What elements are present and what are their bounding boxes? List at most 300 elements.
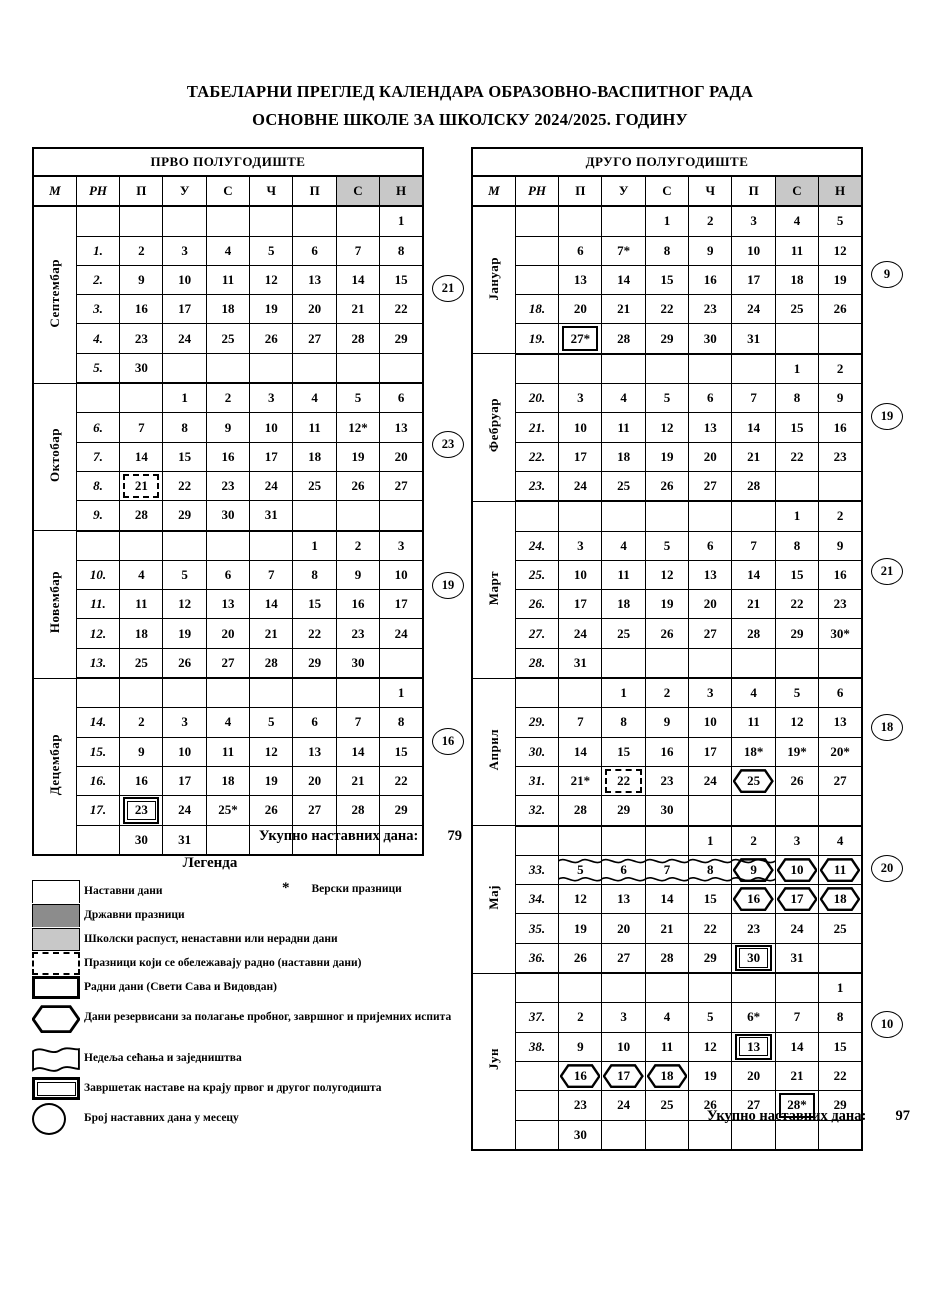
- day-cell: [336, 206, 379, 236]
- day-cell: [206, 648, 249, 678]
- week-number-cell: [515, 678, 558, 708]
- day-number: 17: [264, 448, 278, 464]
- day-cell: [602, 384, 645, 413]
- day-cell: [120, 413, 163, 442]
- day-number: 6: [836, 685, 844, 701]
- week-number-cell: 23.: [515, 471, 558, 501]
- day-number: 8: [793, 390, 801, 406]
- day-number: 21: [264, 625, 278, 641]
- day-cell: [732, 737, 775, 766]
- day-cell: [559, 295, 602, 324]
- day-cell: [206, 353, 249, 383]
- day-cell: [645, 413, 688, 442]
- day-cell: [250, 560, 293, 589]
- col-header-day-5: С: [336, 176, 379, 206]
- day-number: 21: [351, 301, 365, 317]
- calendar-week-row: [33, 265, 423, 294]
- week-number-cell: 8.: [76, 471, 119, 500]
- day-number: 23: [833, 448, 847, 464]
- day-cell: [293, 471, 336, 500]
- day-cell: [602, 943, 645, 973]
- day-cell: [775, 1032, 818, 1061]
- day-number: 30: [747, 949, 761, 965]
- day-number: 19*: [787, 743, 807, 759]
- day-cell: [775, 265, 818, 294]
- month-teaching-days-count: 9: [871, 261, 903, 288]
- day-cell: [689, 471, 732, 501]
- day-number: 19: [833, 272, 847, 288]
- day-cell: [336, 678, 379, 708]
- day-number: 19: [178, 625, 192, 641]
- day-number: 22: [833, 1068, 847, 1084]
- day-number: 21: [660, 920, 674, 936]
- day-number: 12*: [348, 419, 368, 435]
- day-cell: [602, 206, 645, 236]
- week-number-cell: 7.: [76, 442, 119, 471]
- day-cell: [380, 796, 423, 825]
- day-cell: [336, 383, 379, 413]
- day-cell: [336, 708, 379, 737]
- day-number: 26: [351, 478, 365, 494]
- semester-panel-second: [471, 147, 894, 1151]
- day-number: 7: [577, 714, 584, 730]
- day-number: 28: [351, 802, 365, 818]
- day-cell: [250, 442, 293, 471]
- day-cell: [163, 648, 206, 678]
- day-cell: [559, 531, 602, 560]
- day-cell: [819, 384, 862, 413]
- day-cell: [645, 737, 688, 766]
- day-number: 9: [138, 743, 145, 759]
- day-number: 11: [221, 743, 235, 759]
- day-number: 17: [394, 596, 408, 612]
- col-header-day-4: П: [293, 176, 336, 206]
- day-cell: [732, 384, 775, 413]
- day-number: 13: [617, 891, 631, 907]
- day-number: 4: [138, 567, 145, 582]
- day-cell: [732, 678, 775, 708]
- day-number: 12: [178, 596, 192, 612]
- day-cell: [336, 236, 379, 265]
- day-number: 19: [351, 448, 365, 464]
- day-cell: [689, 590, 732, 619]
- day-cell: [293, 413, 336, 442]
- day-cell: [559, 766, 602, 795]
- day-number: 5: [577, 861, 584, 877]
- day-number: 18*: [743, 743, 764, 759]
- day-cell: [775, 384, 818, 413]
- legend-item: [32, 1107, 462, 1130]
- legend-swatch-solid: [32, 976, 84, 999]
- day-number: 10: [178, 743, 192, 759]
- day-cell: [819, 560, 862, 589]
- day-number: 28: [660, 949, 674, 965]
- day-number: 5: [354, 390, 362, 406]
- day-number: 31: [264, 507, 278, 523]
- day-cell: [380, 413, 423, 442]
- day-cell: [206, 560, 249, 589]
- day-cell: [819, 914, 862, 943]
- day-number: 2: [577, 1009, 584, 1025]
- calendar-week-row: [33, 531, 423, 561]
- day-cell: [689, 1032, 732, 1061]
- day-cell: [602, 295, 645, 324]
- month-name-април: Април: [472, 678, 515, 825]
- day-number: 18: [660, 1068, 674, 1084]
- day-number: 17: [617, 1068, 631, 1084]
- day-number: 19: [660, 596, 674, 612]
- day-number: 31: [178, 831, 192, 847]
- day-cell: [819, 737, 862, 766]
- week-number-cell: [76, 678, 119, 708]
- day-number: 4: [224, 714, 232, 730]
- day-cell: [732, 471, 775, 501]
- day-cell: [775, 354, 818, 384]
- calendar-week-row: [472, 206, 862, 236]
- calendar-week-row: [33, 442, 423, 471]
- day-cell: [819, 766, 862, 795]
- day-cell: [380, 560, 423, 589]
- day-cell: [602, 796, 645, 826]
- month-name-октобар: Октобар: [33, 383, 76, 530]
- day-cell: [645, 826, 688, 856]
- calendar-week-row: [472, 678, 862, 708]
- day-cell: [775, 648, 818, 678]
- day-cell: [602, 737, 645, 766]
- day-cell: [732, 855, 775, 884]
- day-cell: [732, 885, 775, 914]
- page-title: [0, 0, 940, 134]
- calendar-week-row: [472, 590, 862, 619]
- day-cell: [602, 885, 645, 914]
- week-number-cell: 5.: [76, 353, 119, 383]
- week-number-cell: [515, 826, 558, 856]
- day-number: 13: [573, 272, 587, 288]
- day-number: 14: [264, 596, 278, 612]
- calendar-week-row: [33, 648, 423, 678]
- day-cell: [689, 236, 732, 265]
- day-cell: [819, 471, 862, 501]
- day-number: 15: [660, 272, 674, 288]
- day-cell: [206, 766, 249, 795]
- day-number: 7: [354, 242, 362, 258]
- day-number: 21: [351, 773, 365, 789]
- day-cell: [559, 678, 602, 708]
- day-number: 13: [308, 743, 322, 759]
- day-number: 14: [351, 272, 365, 288]
- calendar-week-row: [472, 442, 862, 471]
- day-cell: [559, 1032, 602, 1061]
- day-cell: [602, 413, 645, 442]
- day-number: 3: [793, 832, 801, 848]
- day-number: 8: [620, 714, 627, 730]
- day-cell: [775, 619, 818, 648]
- day-cell: [380, 383, 423, 413]
- day-cell: [206, 619, 249, 648]
- day-number: 13: [394, 419, 408, 435]
- week-number-cell: 4.: [76, 324, 119, 353]
- day-cell: [380, 501, 423, 531]
- day-cell: [250, 678, 293, 708]
- calendar-week-row: [472, 501, 862, 531]
- day-cell: [559, 708, 602, 737]
- day-number: 15: [790, 567, 804, 582]
- day-number: 27: [221, 654, 235, 670]
- day-number: 20: [221, 625, 235, 641]
- day-cell: [293, 353, 336, 383]
- day-cell: [250, 413, 293, 442]
- day-cell: [645, 766, 688, 795]
- day-cell: [336, 501, 379, 531]
- day-number: 9: [138, 272, 145, 288]
- day-cell: [559, 413, 602, 442]
- day-number: 28: [264, 654, 278, 670]
- day-number: 12: [660, 567, 674, 582]
- total-first-label: Укупно наставних дана:: [258, 828, 419, 844]
- day-number: 23: [747, 920, 761, 936]
- day-cell: [775, 826, 818, 856]
- day-number: 30: [703, 330, 717, 346]
- legend-item-label: Наставни дани: [84, 885, 163, 897]
- day-number: 3: [577, 390, 584, 406]
- day-number: 29: [308, 654, 322, 670]
- day-cell: [602, 826, 645, 856]
- week-number-cell: [515, 236, 558, 265]
- day-cell: [250, 708, 293, 737]
- day-cell: [380, 324, 423, 353]
- day-number: 30: [660, 802, 674, 818]
- day-cell: [645, 943, 688, 973]
- calendar-week-row: [33, 236, 423, 265]
- day-cell: [732, 354, 775, 384]
- day-cell: [559, 206, 602, 236]
- day-number: 18: [221, 301, 235, 317]
- day-number: 4: [620, 390, 627, 406]
- day-number: 5: [181, 567, 188, 582]
- day-number: 8: [311, 567, 318, 582]
- week-number-cell: 24.: [515, 531, 558, 560]
- day-number: 14: [660, 891, 674, 907]
- day-number: 4: [793, 213, 801, 229]
- total-second-value: 97: [895, 1108, 910, 1124]
- asterisk-icon: *: [282, 880, 290, 896]
- day-cell: [336, 766, 379, 795]
- day-cell: [380, 265, 423, 294]
- day-number: 26: [573, 949, 587, 965]
- day-number: 25: [134, 654, 148, 670]
- day-cell: [559, 354, 602, 384]
- day-number: 28: [747, 625, 761, 641]
- column-header-row: [33, 176, 423, 206]
- day-number: 24: [178, 802, 192, 818]
- calendar-week-row: [33, 737, 423, 766]
- calendar-week-row: [472, 796, 862, 826]
- day-cell: [602, 471, 645, 501]
- day-cell: [380, 471, 423, 500]
- day-number: 10: [703, 714, 717, 730]
- week-number-cell: 37.: [515, 1003, 558, 1032]
- calendar-week-row: [472, 943, 862, 973]
- day-number: 14: [134, 448, 148, 464]
- day-cell: [293, 324, 336, 353]
- day-number: 11: [221, 272, 235, 288]
- day-cell: [775, 324, 818, 354]
- day-number: 25: [617, 478, 631, 494]
- week-number-cell: 32.: [515, 796, 558, 826]
- day-number: 25: [617, 625, 631, 641]
- day-cell: [645, 265, 688, 294]
- day-number: 12: [660, 419, 674, 435]
- day-number: 26: [264, 802, 278, 818]
- legend-item: [32, 952, 462, 975]
- day-number: 27: [833, 773, 847, 789]
- day-cell: [645, 855, 688, 884]
- day-cell: [380, 531, 423, 561]
- day-number: 24: [264, 478, 278, 494]
- day-number: 6: [224, 567, 232, 582]
- day-number: 24: [573, 625, 587, 641]
- day-cell: [250, 236, 293, 265]
- day-cell: [559, 914, 602, 943]
- calendar-week-row: [472, 885, 862, 914]
- semester-heading-row: [472, 148, 862, 176]
- day-cell: [689, 973, 732, 1003]
- calendar-table-second: [471, 147, 863, 1151]
- calendar-week-row: [472, 236, 862, 265]
- day-cell: [819, 413, 862, 442]
- day-number: 23: [134, 802, 148, 818]
- day-number: 3: [397, 537, 405, 553]
- legend-hexagon-icon: [32, 1006, 84, 1029]
- day-cell: [732, 766, 775, 795]
- day-cell: [689, 413, 732, 442]
- week-number-cell: 20.: [515, 384, 558, 413]
- day-number: 31: [573, 654, 587, 670]
- day-cell: [732, 914, 775, 943]
- day-number: 24: [394, 625, 408, 641]
- day-number: 23: [573, 1097, 587, 1113]
- day-number: 16: [833, 419, 847, 435]
- calendar-week-row: [472, 1003, 862, 1032]
- day-number: 23: [221, 478, 235, 494]
- semester-heading: ДРУГО ПОЛУГОДИШТЕ: [472, 148, 862, 176]
- day-cell: [336, 324, 379, 353]
- day-number: 27: [308, 330, 322, 346]
- day-cell: [819, 295, 862, 324]
- month-teaching-days-count: 19: [871, 403, 903, 430]
- day-cell: [293, 236, 336, 265]
- day-cell: [689, 796, 732, 826]
- day-cell: [163, 442, 206, 471]
- col-header-day-2: С: [645, 176, 688, 206]
- day-cell: [163, 413, 206, 442]
- day-number: 24: [703, 773, 717, 789]
- day-cell: [163, 471, 206, 500]
- week-number-cell: 35.: [515, 914, 558, 943]
- day-number: 18: [134, 625, 148, 641]
- day-cell: [732, 943, 775, 973]
- day-number: 13: [833, 714, 847, 730]
- day-number: 23: [351, 625, 365, 641]
- day-number: 10: [573, 419, 587, 435]
- month-teaching-days-count: 18: [871, 714, 903, 741]
- calendar-week-row: [33, 353, 423, 383]
- calendar-week-row: [472, 1061, 862, 1090]
- day-number: 8: [397, 242, 405, 258]
- day-number: 30: [134, 359, 148, 375]
- day-number: 20: [308, 301, 322, 317]
- day-cell: [336, 471, 379, 500]
- day-cell: [163, 678, 206, 708]
- calendar-week-row: [33, 708, 423, 737]
- day-number: 27*: [570, 330, 591, 346]
- week-number-cell: 36.: [515, 943, 558, 973]
- day-cell: [775, 1003, 818, 1032]
- col-header-day-3: Ч: [250, 176, 293, 206]
- day-cell: [163, 265, 206, 294]
- day-cell: [336, 353, 379, 383]
- day-number: 10: [264, 419, 278, 435]
- week-number-cell: 12.: [76, 619, 119, 648]
- day-cell: [206, 501, 249, 531]
- day-cell: [206, 531, 249, 561]
- day-number: 3: [181, 714, 188, 730]
- day-cell: [120, 737, 163, 766]
- legend-item-label: Школски распуст, ненаставни или нерадни дани: [84, 933, 338, 945]
- day-cell: [732, 973, 775, 1003]
- legend-item: [32, 1077, 462, 1100]
- day-cell: [732, 590, 775, 619]
- calendar-week-row: [33, 206, 423, 236]
- day-number: 24: [617, 1097, 631, 1113]
- day-number: 11: [790, 242, 804, 258]
- day-number: 9: [836, 390, 844, 406]
- legend-swatch-dblbox: [32, 1077, 84, 1100]
- day-number: 29: [703, 949, 717, 965]
- day-cell: [645, 619, 688, 648]
- day-number: 17: [747, 272, 761, 288]
- calendar-week-row: [33, 766, 423, 795]
- day-cell: [732, 648, 775, 678]
- day-number: 6: [577, 242, 584, 258]
- day-cell: [336, 648, 379, 678]
- day-cell: [775, 678, 818, 708]
- day-number: 4: [224, 242, 232, 258]
- day-cell: [120, 295, 163, 324]
- day-cell: [689, 678, 732, 708]
- day-number: 6: [311, 242, 318, 258]
- day-cell: [602, 501, 645, 531]
- day-number: 13: [747, 1038, 761, 1054]
- calendar-week-row: [472, 973, 862, 1003]
- day-number: 5: [836, 213, 844, 229]
- day-number: 8: [707, 861, 714, 877]
- day-cell: [819, 1061, 862, 1090]
- day-cell: [645, 206, 688, 236]
- day-number: 15: [833, 1038, 847, 1054]
- day-cell: [689, 708, 732, 737]
- day-cell: [732, 442, 775, 471]
- day-cell: [689, 648, 732, 678]
- day-number: 10: [747, 242, 761, 258]
- week-number-cell: 11.: [76, 590, 119, 619]
- day-cell: [120, 708, 163, 737]
- day-number: 26: [660, 625, 674, 641]
- day-number: 2: [224, 390, 232, 406]
- day-cell: [250, 590, 293, 619]
- day-cell: [732, 1061, 775, 1090]
- day-cell: [293, 648, 336, 678]
